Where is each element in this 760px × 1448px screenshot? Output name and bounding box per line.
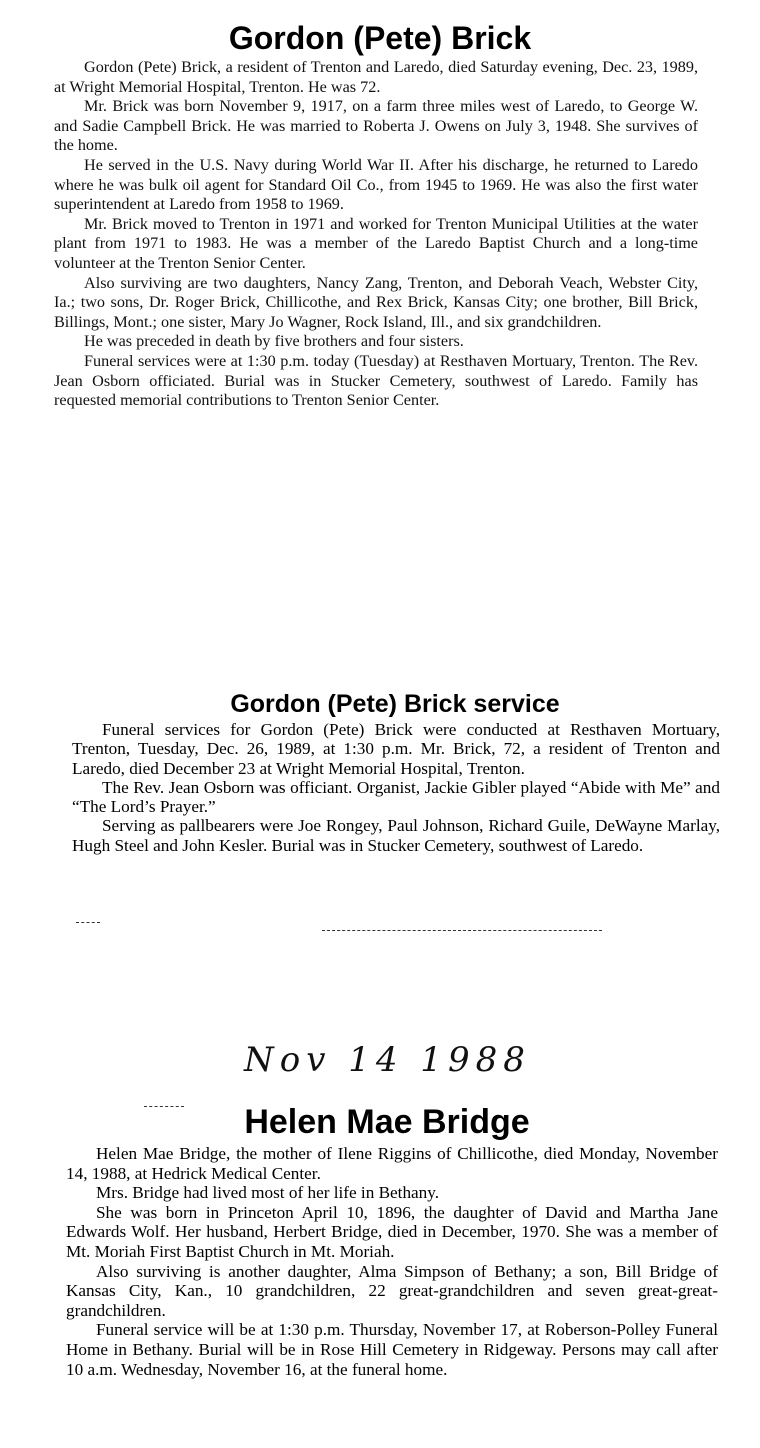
obituary-title: Gordon (Pete) Brick [228, 20, 532, 56]
service-notice-gordon-brick [0, 688, 760, 855]
paragraph: He was preceded in death by five brothers and four sisters. [84, 332, 464, 351]
dashed-divider [76, 922, 100, 923]
dashed-divider [322, 930, 602, 931]
paragraph: Mr. Brick moved to Trenton in 1971 and worked for Trenton Municipal Utilities at the water plant from 1971 to 1983. He was a member of the Laredo Baptist Church and a long-time volunteer at the Trenton Senior Center. [54, 214, 698, 272]
obituary-title: Helen Mae Bridge [244, 1103, 530, 1141]
paragraph: Funeral services for Gordon (Pete) Brick were conducted at Resthaven Mortuary, Trenton, Tuesday, Dec. 26, 1989, at 1:30 p.m. Mr. Brick, 72, a resident of Trenton and Laredo, died December 23 at Wright Memorial Hospital, Trenton. [72, 720, 720, 778]
paragraph: Serving as pallbearers were Joe Rongey, Paul Johnson, Richard Guile, DeWayne Marlay, Hugh Steel and John Kesler. Burial was in Stucker Cemetery, southwest of Laredo. [72, 816, 720, 855]
obituary-gordon-brick [0, 18, 760, 411]
paragraph: Also surviving are two daughters, Nancy Zang, Trenton, and Deborah Veach, Webster City, Ia.; two sons, Dr. Roger Brick, Chillicothe, and Rex Brick, Kansas City; one brother, Bill Brick, Billings, Mont.; one sister, Mary Jo Wagner, Rock Island, Ill., and six grandchildren. [54, 273, 698, 331]
handwritten-date: Nov 14 1988 [244, 1040, 531, 1080]
paragraph: He served in the U.S. Navy during World War II. After his discharge, he returned to Laredo where he was bulk oil agent for Standard Oil Co., from 1945 to 1969. He was also the first water superintendent at Laredo from 1958 to 1969. [54, 155, 698, 214]
paragraph: Mr. Brick was born November 9, 1917, on a farm three miles west of Laredo, to George W. and Sadie Campbell Brick. He was married to Roberta J. Owens on July 3, 1948. She survives of the home. [54, 97, 698, 155]
service-title: Gordon (Pete) Brick service [230, 690, 560, 718]
paragraph: Also surviving is another daughter, Alma Simpson of Bethany; a son, Bill Bridge of Kansas City, Kan., 10 grandchildren, 22 great-grandchildren and seven great-great-grandchildren. [66, 1261, 718, 1320]
obituary-body [0, 1144, 760, 1379]
paragraph: The Rev. Jean Osborn was officiant. Organist, Jackie Gibler played “Abide with Me” and “The Lord’s Prayer.” [72, 777, 720, 817]
paragraph: Funeral service will be at 1:30 p.m. Thursday, November 17, at Roberson-Polley Funeral Home in Bethany. Burial will be in Rose Hill Cemetery in Ridgeway. Persons may call after 10 a.m. Wednesday, November 16, at the funeral home. [66, 1320, 718, 1379]
obituary-helen-bridge [0, 1100, 760, 1379]
paragraph: Helen Mae Bridge, the mother of Ilene Riggins of Chillicothe, died Monday, November 14, 1988, at Hedrick Medical Center. [66, 1144, 718, 1183]
paragraph: Funeral services were at 1:30 p.m. today (Tuesday) at Resthaven Mortuary, Trenton. The Rev. Jean Osborn officiated. Burial was in Stucker Cemetery, southwest of Laredo. Family has requested memorial contributions to Trenton Senior Center. [54, 351, 698, 410]
paragraph: Mrs. Bridge had lived most of her life in Bethany. [96, 1183, 440, 1203]
obituary-body [0, 58, 760, 411]
paragraph: She was born in Princeton April 10, 1896, the daughter of David and Martha Jane Edwards Wolf. Her husband, Herbert Bridge, died in December, 1970. She was a member of Mt. Moriah First Baptist Church in Mt. Moriah. [66, 1202, 718, 1261]
service-body [0, 720, 760, 855]
paragraph: Gordon (Pete) Brick, a resident of Trenton and Laredo, died Saturday evening, Dec. 23, 1989, at Wright Memorial Hospital, Trenton. He was 72. [54, 58, 698, 96]
